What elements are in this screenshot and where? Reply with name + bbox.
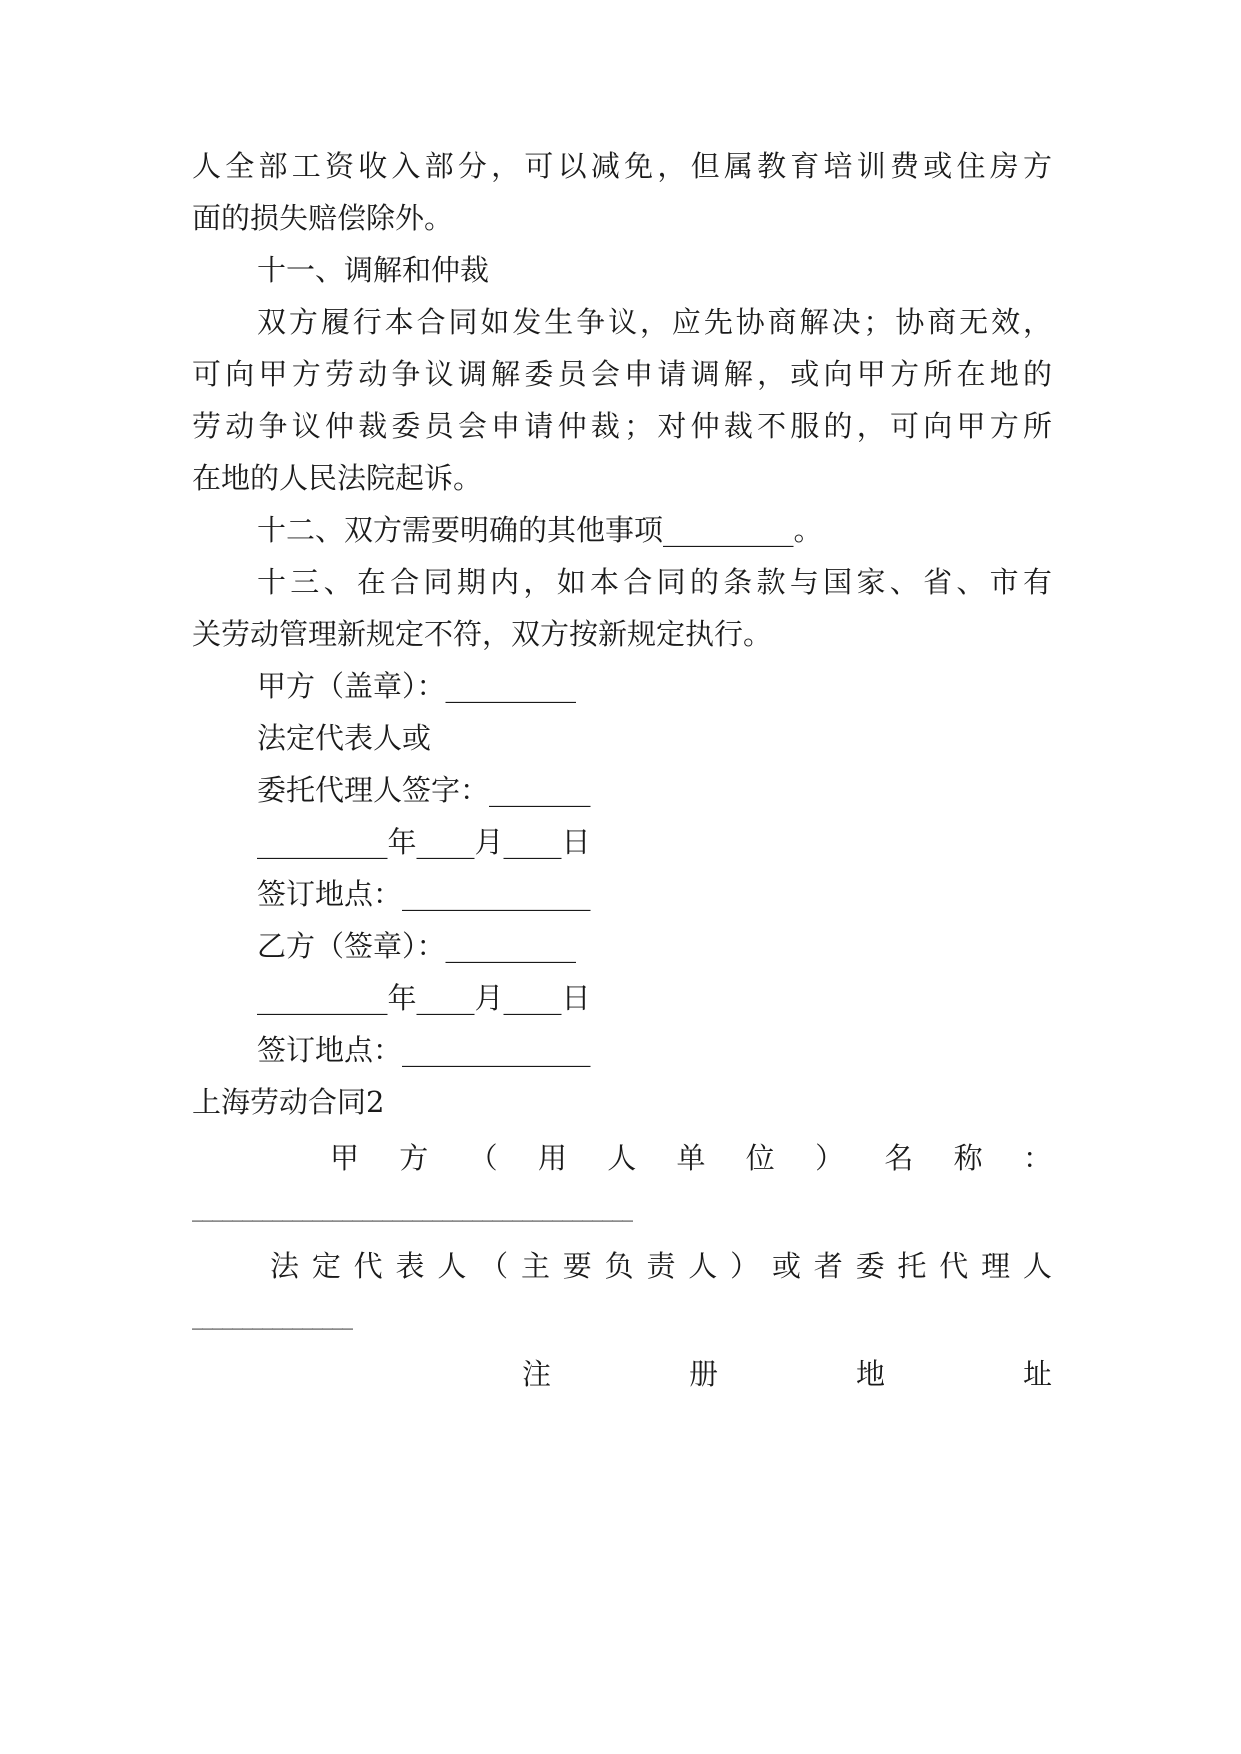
label-char: 或	[771, 1249, 801, 1283]
paragraph-line: 十三、在合同期内，如本合同的条款与国家、省、市有	[257, 565, 1052, 599]
label-char: 甲	[330, 1141, 360, 1175]
date-line: _________年____月____日	[257, 825, 591, 859]
label-char: 定	[311, 1249, 341, 1283]
paragraph-line: 关劳动管理新规定不符，双方按新规定执行。	[192, 617, 773, 651]
paragraph-line: 可向甲方劳动争议调解委员会申请调解，或向甲方所在地的	[192, 357, 1052, 391]
representative-label	[270, 1246, 1052, 1286]
label-char: 表	[395, 1249, 425, 1283]
label-char: 委	[855, 1249, 885, 1283]
label-char: 责	[646, 1249, 676, 1283]
date-line: _________年____月____日	[257, 981, 591, 1015]
label-char: 人	[1022, 1249, 1052, 1283]
label-char: 用	[537, 1141, 567, 1175]
party-a-name-blank: ____________________________________________	[192, 1197, 632, 1222]
label-char: 单	[676, 1141, 706, 1175]
label-char: 代	[939, 1249, 969, 1283]
contract-title: 上海劳动合同2	[192, 1085, 385, 1119]
paragraph-line: 十二、双方需要明确的其他事项_________。	[257, 513, 823, 547]
label-char: ）	[815, 1141, 845, 1175]
paragraph-line: 面的损失赔偿除外。	[192, 201, 454, 235]
label-char: 名	[884, 1141, 914, 1175]
signing-place-line: 签订地点：_____________	[257, 877, 591, 911]
registered-address-label	[522, 1354, 1052, 1394]
agent-signature-line: 委托代理人签字：_______	[257, 773, 591, 807]
label-char: 代	[353, 1249, 383, 1283]
label-char: 地	[855, 1357, 885, 1391]
label-char: 称	[953, 1141, 983, 1175]
label-char: 方	[399, 1141, 429, 1175]
label-char: 人	[607, 1141, 637, 1175]
label-char: 者	[813, 1249, 843, 1283]
label-char: 负	[604, 1249, 634, 1283]
label-char: 位	[745, 1141, 775, 1175]
paragraph-line: 双方履行本合同如发生争议，应先协商解决；协商无效，	[257, 305, 1052, 339]
label-char: 人	[437, 1249, 467, 1283]
label-char: 册	[688, 1357, 718, 1391]
label-char: 法	[270, 1249, 300, 1283]
label-char: ：	[1022, 1141, 1052, 1175]
label-char: （	[468, 1141, 498, 1175]
label-char: 注	[522, 1357, 552, 1391]
label-char: 托	[897, 1249, 927, 1283]
signing-place-line: 签订地点：_____________	[257, 1033, 591, 1067]
label-char: ）	[730, 1249, 760, 1283]
party-a-seal-line: 甲方（盖章）：_________	[257, 669, 577, 703]
section-heading: 十一、调解和仲裁	[257, 253, 490, 287]
legal-representative-line: 法定代表人或	[257, 721, 432, 755]
label-char: 址	[1022, 1357, 1052, 1391]
label-char: （	[479, 1249, 509, 1283]
paragraph-line: 劳动争议仲裁委员会申请仲裁；对仲裁不服的，可向甲方所	[192, 409, 1052, 443]
representative-blank: ________________	[192, 1305, 352, 1330]
label-char: 理	[981, 1249, 1011, 1283]
label-char: 主	[520, 1249, 550, 1283]
label-char: 人	[688, 1249, 718, 1283]
party-b-seal-line: 乙方（签章）：_________	[257, 929, 577, 963]
party-a-name-label	[330, 1138, 1052, 1178]
paragraph-line: 人全部工资收入部分，可以减免，但属教育培训费或住房方	[192, 149, 1052, 183]
label-char: 要	[562, 1249, 592, 1283]
paragraph-line: 在地的人民法院起诉。	[192, 461, 483, 495]
